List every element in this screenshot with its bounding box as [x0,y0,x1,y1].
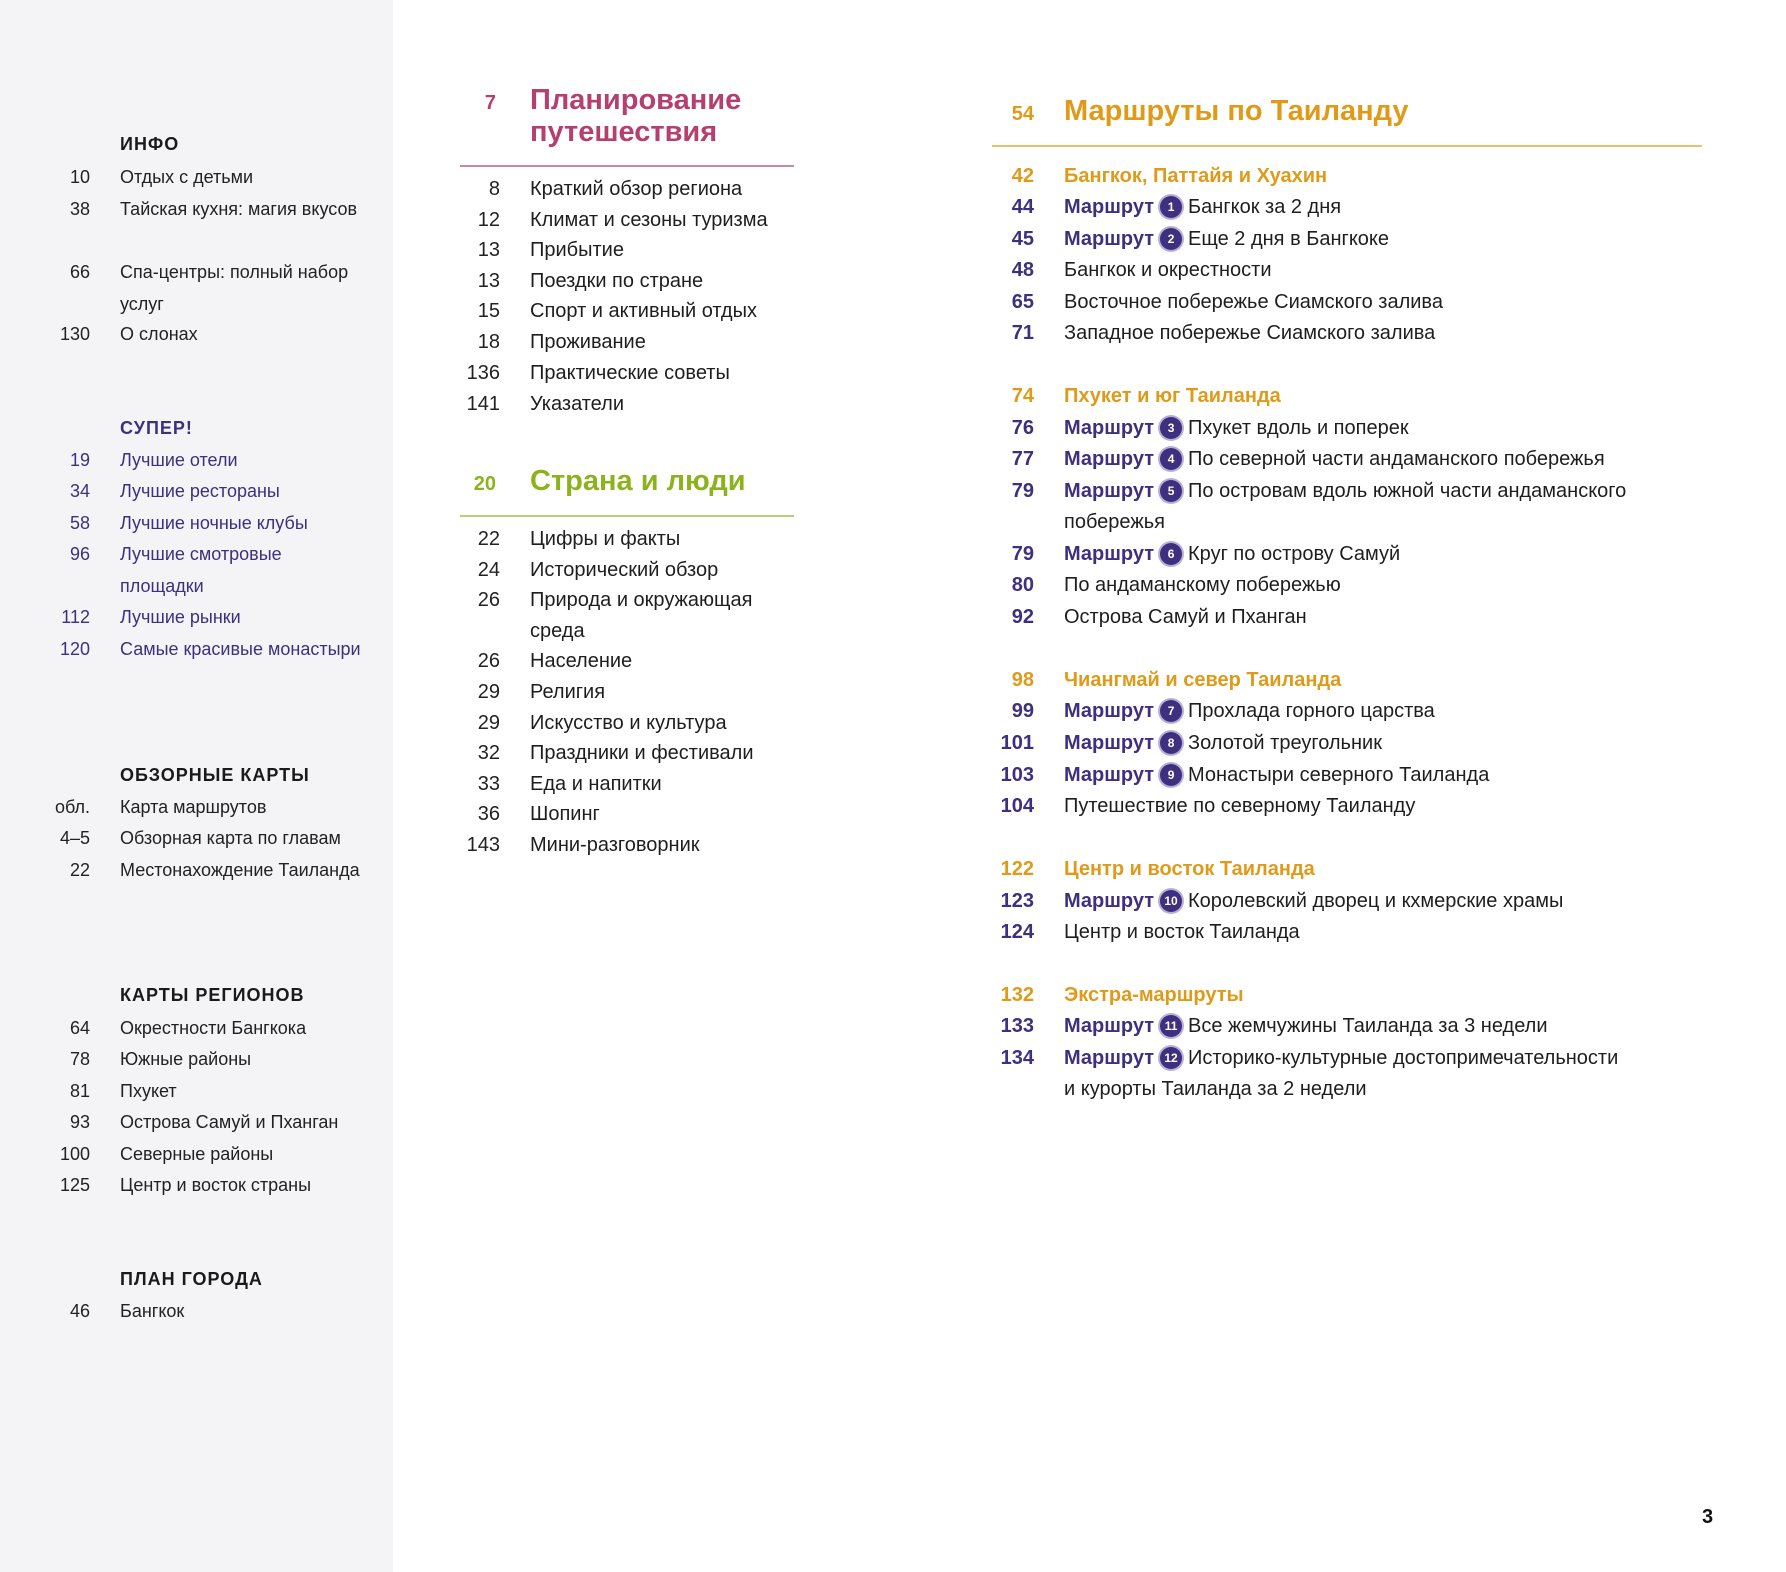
route-number-badge: 11 [1160,1015,1182,1037]
entry-label: Западное побережье Сиамского залива [1064,322,1436,344]
chapter-divider [992,145,1702,147]
item-label: Южные районы [120,1049,252,1069]
item-label: Отдых с детьми [120,167,254,187]
page-number: 123 [1000,890,1034,912]
entry-label: Пхукет вдоль и поперек [1188,417,1409,439]
entry-label: Праздники и фестивали [530,742,754,764]
item-label: Лучшие ночные клубы [120,513,308,533]
entry-label: Искусство и культура [530,712,727,734]
route-number-badge: 7 [1160,700,1182,722]
page-number: 10 [69,167,90,187]
sidebar-title-city-plan: ПЛАН ГОРОДА [120,1269,263,1289]
route-number-badge: 6 [1160,543,1182,565]
page-number: 101 [1000,732,1034,754]
entry-label: Население [530,650,633,672]
page-number: обл. [54,797,90,817]
item-label: Тайская кухня: магия вкусов [120,199,358,219]
page-number: 74 [1011,385,1034,407]
page-number: 26 [477,589,500,611]
entry-label: Краткий обзор региона [530,178,743,200]
page-number: 18 [477,331,500,353]
entry-label: Монастыри северного Таиланда [1188,764,1490,786]
page-number-footer: 3 [1702,1506,1714,1528]
page-number: 58 [69,513,90,533]
page-number: 141 [466,393,500,415]
sidebar [0,0,393,1572]
page-number: 98 [1011,669,1034,691]
page-number: 80 [1011,574,1034,596]
chapter-title-line: Планирование [530,84,742,116]
toc-middle-column [460,0,795,1000]
entry-label: Мини-разговорник [530,834,700,856]
item-label: Лучшие рынки [120,607,241,627]
page-number: 78 [69,1049,90,1069]
sidebar-title-info: ИНФО [120,134,180,154]
region-label: Экстра-маршруты [1064,984,1244,1006]
item-label: Самые красивые монастыри [120,639,361,659]
entry-label: Острова Самуй и Пханган [1064,606,1307,628]
page-number: 32 [477,742,500,764]
page-number: 22 [69,860,90,880]
page-number: 65 [1011,291,1034,313]
sidebar-title-region-maps: КАРТЫ РЕГИОНОВ [120,985,305,1005]
route-label: Маршрут [1064,1015,1155,1037]
item-label: Карта маршрутов [120,797,267,817]
entry-label: Круг по острову Самуй [1188,543,1401,565]
route-label: Маршрут [1064,543,1155,565]
route-label: Маршрут [1064,417,1155,439]
page-number: 120 [59,639,90,659]
page-number: 71 [1011,322,1034,344]
route-label: Маршрут [1064,764,1155,786]
entry-label: Шопинг [530,803,600,825]
route-label: Маршрут [1064,732,1155,754]
page-number: 134 [1000,1047,1034,1069]
item-label: Окрестности Бангкока [120,1018,307,1038]
entry-label: Проживание [530,331,646,353]
page-number: 122 [1000,858,1034,880]
page-number: 133 [1000,1015,1034,1037]
page-number: 29 [477,681,500,703]
entry-label: Прохлада горного царства [1188,700,1435,722]
page-number: 34 [69,481,90,501]
entry-label: По северной части андаманского побережья [1188,448,1605,470]
chapter-page-number: 7 [484,92,496,114]
entry-label: Бангкок и окрестности [1064,259,1272,281]
route-number-badge: 1 [1160,196,1182,218]
item-label: Северные районы [120,1144,274,1164]
page-number: 29 [477,712,500,734]
page-number: 4–5 [59,828,90,848]
route-number-badge: 3 [1160,417,1182,439]
page-number: 46 [69,1301,90,1321]
route-number-badge: 4 [1160,448,1182,470]
region-label: Чиангмай и север Таиланда [1064,669,1342,691]
route-label: Маршрут [1064,448,1155,470]
item-label: Бангкок [120,1301,185,1321]
chapter-divider [460,165,794,167]
page-number: 22 [477,528,500,550]
entry-label: Спорт и активный отдых [530,300,757,322]
route-label: Маршрут [1064,700,1155,722]
page-number: 124 [1000,921,1034,943]
page-number: 96 [69,544,90,564]
region-label: Пхукет и юг Таиланда [1064,385,1281,407]
chapter-divider [460,515,794,517]
item-label: Спа-центры: полный набор услуг [120,262,349,314]
entry-label: Путешествие по северному Таиланду [1064,795,1416,817]
page-number: 24 [477,559,500,581]
entry-label: Поездки по стране [530,270,704,292]
page-number: 66 [69,262,90,282]
page-number: 103 [1000,764,1034,786]
chapter-page-number: 20 [473,473,496,495]
page-number: 143 [466,834,500,856]
route-label: Маршрут [1064,480,1155,502]
page-number: 79 [1011,543,1034,565]
item-label: Центр и восток страны [120,1175,312,1195]
page-number: 48 [1011,259,1034,281]
chapter-title-routes[interactable]: Маршруты по Таиланду [1064,95,1409,127]
page-number: 132 [1000,984,1034,1006]
entry-label: Историко-культурные достопримечательности [1188,1047,1619,1069]
page-number: 130 [59,324,90,344]
item-label: Лучшие отели [120,450,238,470]
entry-label: Цифры и факты [530,528,681,550]
toc-right-column [992,0,1704,1200]
route-number-badge: 12 [1160,1047,1182,1069]
entry-label: Практические советы [530,362,730,384]
item-label: Местонахождение Таиланда [120,860,360,880]
item-label: О слонах [120,324,198,344]
sidebar-title-overview-maps: ОБЗОРНЫЕ КАРТЫ [120,765,310,785]
page-number: 36 [477,803,500,825]
sidebar-title-super: СУПЕР! [120,418,193,438]
page-number: 125 [59,1175,90,1195]
page-number: 104 [1000,795,1034,817]
chapter-title-country[interactable]: Страна и люди [530,465,746,497]
entry-label: Еда и напитки [530,773,662,795]
region-label: Бангкок, Паттайя и Хуахин [1064,165,1328,187]
page-number: 76 [1011,417,1034,439]
page-number: 136 [466,362,500,384]
page-number: 79 [1011,480,1034,502]
chapter-title-planning[interactable] [530,84,741,148]
page-number: 38 [69,199,90,219]
page-number: 77 [1011,448,1034,470]
entry-label: Центр и восток Таиланда [1064,921,1300,943]
entry-label: и курорты Таиланда за 2 недели [1064,1078,1367,1100]
page-number: 15 [477,300,500,322]
page-number: 42 [1011,165,1034,187]
chapter-page-number: 54 [1011,103,1034,125]
entry-label: Золотой треугольник [1188,732,1382,754]
route-number-badge: 2 [1160,228,1182,250]
item-label: Пхукет [120,1081,177,1101]
entry-label: По андаманскому побережью [1064,574,1341,596]
entry-label: Указатели [530,393,624,415]
route-number-badge: 8 [1160,732,1182,754]
page-number: 8 [488,178,500,200]
item-label: Лучшие смотровые площадки [120,544,282,596]
page-number: 99 [1011,700,1034,722]
page-number: 81 [69,1081,90,1101]
entry-label: Религия [530,681,606,703]
entry-label: Восточное побережье Сиамского залива [1064,291,1443,313]
page-number: 12 [477,209,500,231]
route-label: Маршрут [1064,890,1155,912]
entry-label: Королевский дворец и кхмерские храмы [1188,890,1564,912]
page-number: 64 [69,1018,90,1038]
page-number: 13 [477,239,500,261]
entry-label: Природа и окружающая [530,589,753,611]
entry-label: Исторический обзор [530,559,719,581]
item-label: Обзорная карта по главам [120,828,341,848]
page-number: 112 [61,607,90,627]
entry-label: побережья [1064,511,1165,533]
item-label: Лучшие рестораны [120,481,280,501]
item-label: Острова Самуй и Пханган [120,1112,339,1132]
entry-label: Климат и сезоны туризма [530,209,768,231]
region-label: Центр и восток Таиланда [1064,858,1315,880]
entry-label: Еще 2 дня в Бангкоке [1188,228,1390,250]
route-label: Маршрут [1064,228,1155,250]
page-number: 45 [1011,228,1034,250]
entry-label: Все жемчужины Таиланда за 3 недели [1188,1015,1548,1037]
page-number: 92 [1011,606,1034,628]
route-number-badge: 9 [1160,764,1182,786]
page-number: 19 [69,450,90,470]
page-number: 100 [59,1144,90,1164]
entry-label: Бангкок за 2 дня [1188,196,1342,218]
page-number: 13 [477,270,500,292]
route-number-badge: 5 [1160,480,1182,502]
page-number: 33 [477,773,500,795]
entry-label: среда [530,620,585,642]
page-number: 93 [69,1112,90,1132]
entry-label: Прибытие [530,239,624,261]
page-number: 26 [477,650,500,672]
chapter-title-line: путешествия [530,116,718,148]
route-label: Маршрут [1064,196,1155,218]
route-label: Маршрут [1064,1047,1155,1069]
page-number: 44 [1011,196,1034,218]
route-number-badge: 10 [1160,890,1182,912]
entry-label: По островам вдоль южной части андаманского [1188,480,1627,502]
